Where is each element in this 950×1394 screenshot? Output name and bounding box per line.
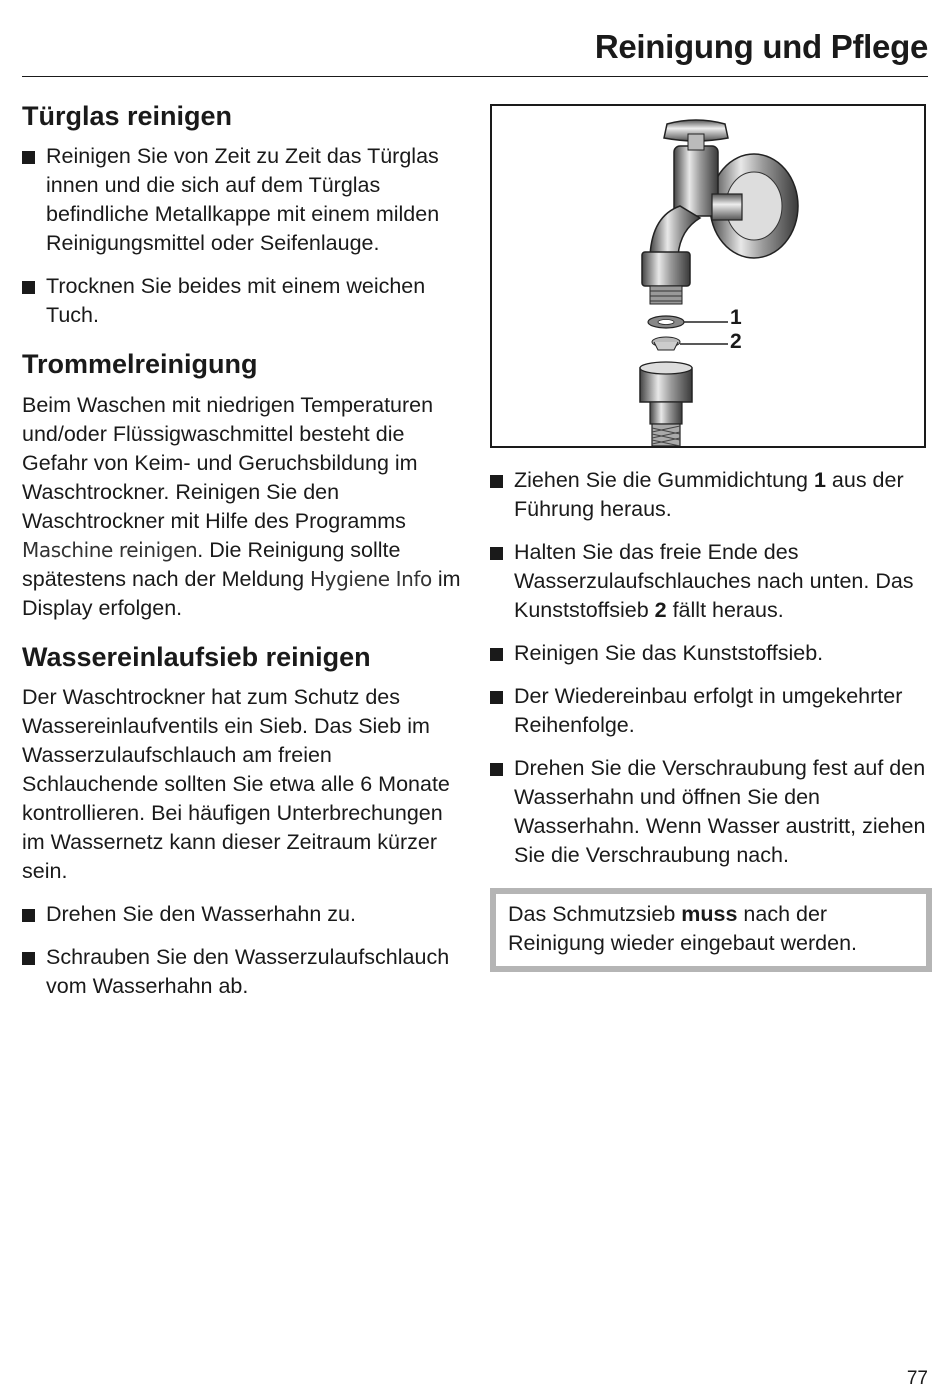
list-item (490, 538, 930, 625)
list-item (490, 466, 930, 524)
bullet-square-icon (22, 909, 35, 922)
page-number: 77 (906, 1368, 928, 1389)
notice-text: nach der Reinigung wieder eingebaut werden. (508, 902, 858, 955)
list-item (22, 943, 467, 1001)
list-item-text: Reinigen Sie das Kunststoffsieb. (514, 641, 824, 665)
section-heading: Trommelreinigung (22, 349, 258, 380)
list-item (490, 639, 930, 668)
section-inlet-filter (22, 641, 467, 1001)
notice-box (490, 888, 932, 972)
callout-ref: 2 (654, 598, 667, 622)
bullet-square-icon (22, 952, 35, 965)
faucet-illustration (490, 104, 926, 448)
paragraph-text: . Die Reinigung sollte spätestens nach der Meldung (22, 537, 401, 591)
paragraph (22, 391, 467, 623)
list-item (22, 142, 467, 258)
header-divider (22, 76, 928, 77)
list-item (22, 900, 467, 929)
paragraph-text: im Display erfolgen. (22, 566, 461, 620)
right-column (490, 104, 930, 972)
list-item-text: fällt heraus. (666, 598, 784, 622)
faucet-drawing (492, 106, 924, 446)
list-item-text: Ziehen Sie die Gummidichtung (514, 468, 814, 492)
section-heading: Wassereinlaufsieb reinigen (22, 641, 371, 672)
list-item-text: Drehen Sie den Wasserhahn zu. (46, 902, 356, 927)
bullet-square-icon (22, 151, 35, 164)
bullet-square-icon (490, 648, 503, 661)
bullet-square-icon (490, 475, 503, 488)
bullet-list (22, 142, 467, 330)
bullet-square-icon (22, 281, 35, 294)
section-door-glass (22, 100, 467, 330)
list-item (490, 754, 930, 870)
paragraph-text: Beim Waschen mit niedrigen Temperaturen und/oder Flüssigwaschmittel besteht die Gefahr von Keim- und Geruchsbildung im Waschtrockner. Reinigen Sie den Waschtrockner mit Hilfe des Programms (22, 392, 434, 533)
list-item-text: Halten Sie das freie Ende des Wasserzulaufschlauches nach unten. Das Kunststoffsieb (514, 540, 914, 622)
callout-label-1: 1 (730, 306, 742, 329)
bullet-list (22, 900, 467, 1001)
list-item (22, 272, 467, 330)
notice-emphasis: muss (681, 902, 738, 926)
list-item-text: Der Wiedereinbau erfolgt in umgekehrter Reihenfolge. (514, 684, 903, 737)
bullet-list (490, 466, 930, 870)
bullet-square-icon (490, 691, 503, 704)
section-heading: Türglas reinigen (22, 101, 233, 131)
callout-ref: 1 (813, 468, 826, 492)
bullet-square-icon (490, 547, 503, 560)
notice-text: Das Schmutzsieb (508, 902, 682, 926)
list-item-text: Trocknen Sie beides mit einem weichen Tuch. (46, 274, 426, 328)
display-message: Hygiene Info (310, 566, 432, 591)
list-item-text: Schrauben Sie den Wasserzulaufschlauch vom Wasserhahn ab. (46, 945, 450, 999)
section-drum-cleaning (22, 348, 467, 622)
list-item-text: Drehen Sie die Verschraubung fest auf den Wasserhahn und öffnen Sie den Wasserhahn. Wenn Wasser austritt, ziehen Sie die Verschraubung nach. (514, 756, 926, 867)
callout-label-2: 2 (730, 330, 742, 353)
list-item-text: aus der Führung heraus. (514, 468, 904, 521)
list-item (490, 682, 930, 740)
left-column (22, 100, 467, 1019)
bullet-square-icon (490, 763, 503, 776)
paragraph: Der Waschtrockner hat zum Schutz des Wassereinlaufventils ein Sieb. Das Sieb im Wasserzulaufschlauch am freien Schlauchende sollten Sie etwa alle 6 Monate kontrollieren. Bei häufigen Unterbrechungen im Wassernetz kann dieser Zeitraum kürzer sein. (22, 685, 450, 884)
list-item-text: Reinigen Sie von Zeit zu Zeit das Türglas innen und die sich auf dem Türglas befindliche Metallkappe mit einem milden Reinigungsmittel oder Seifenlauge. (46, 144, 440, 256)
program-name: Maschine reinigen (22, 537, 198, 562)
page-header-title: Reinigung und Pflege (594, 28, 928, 65)
